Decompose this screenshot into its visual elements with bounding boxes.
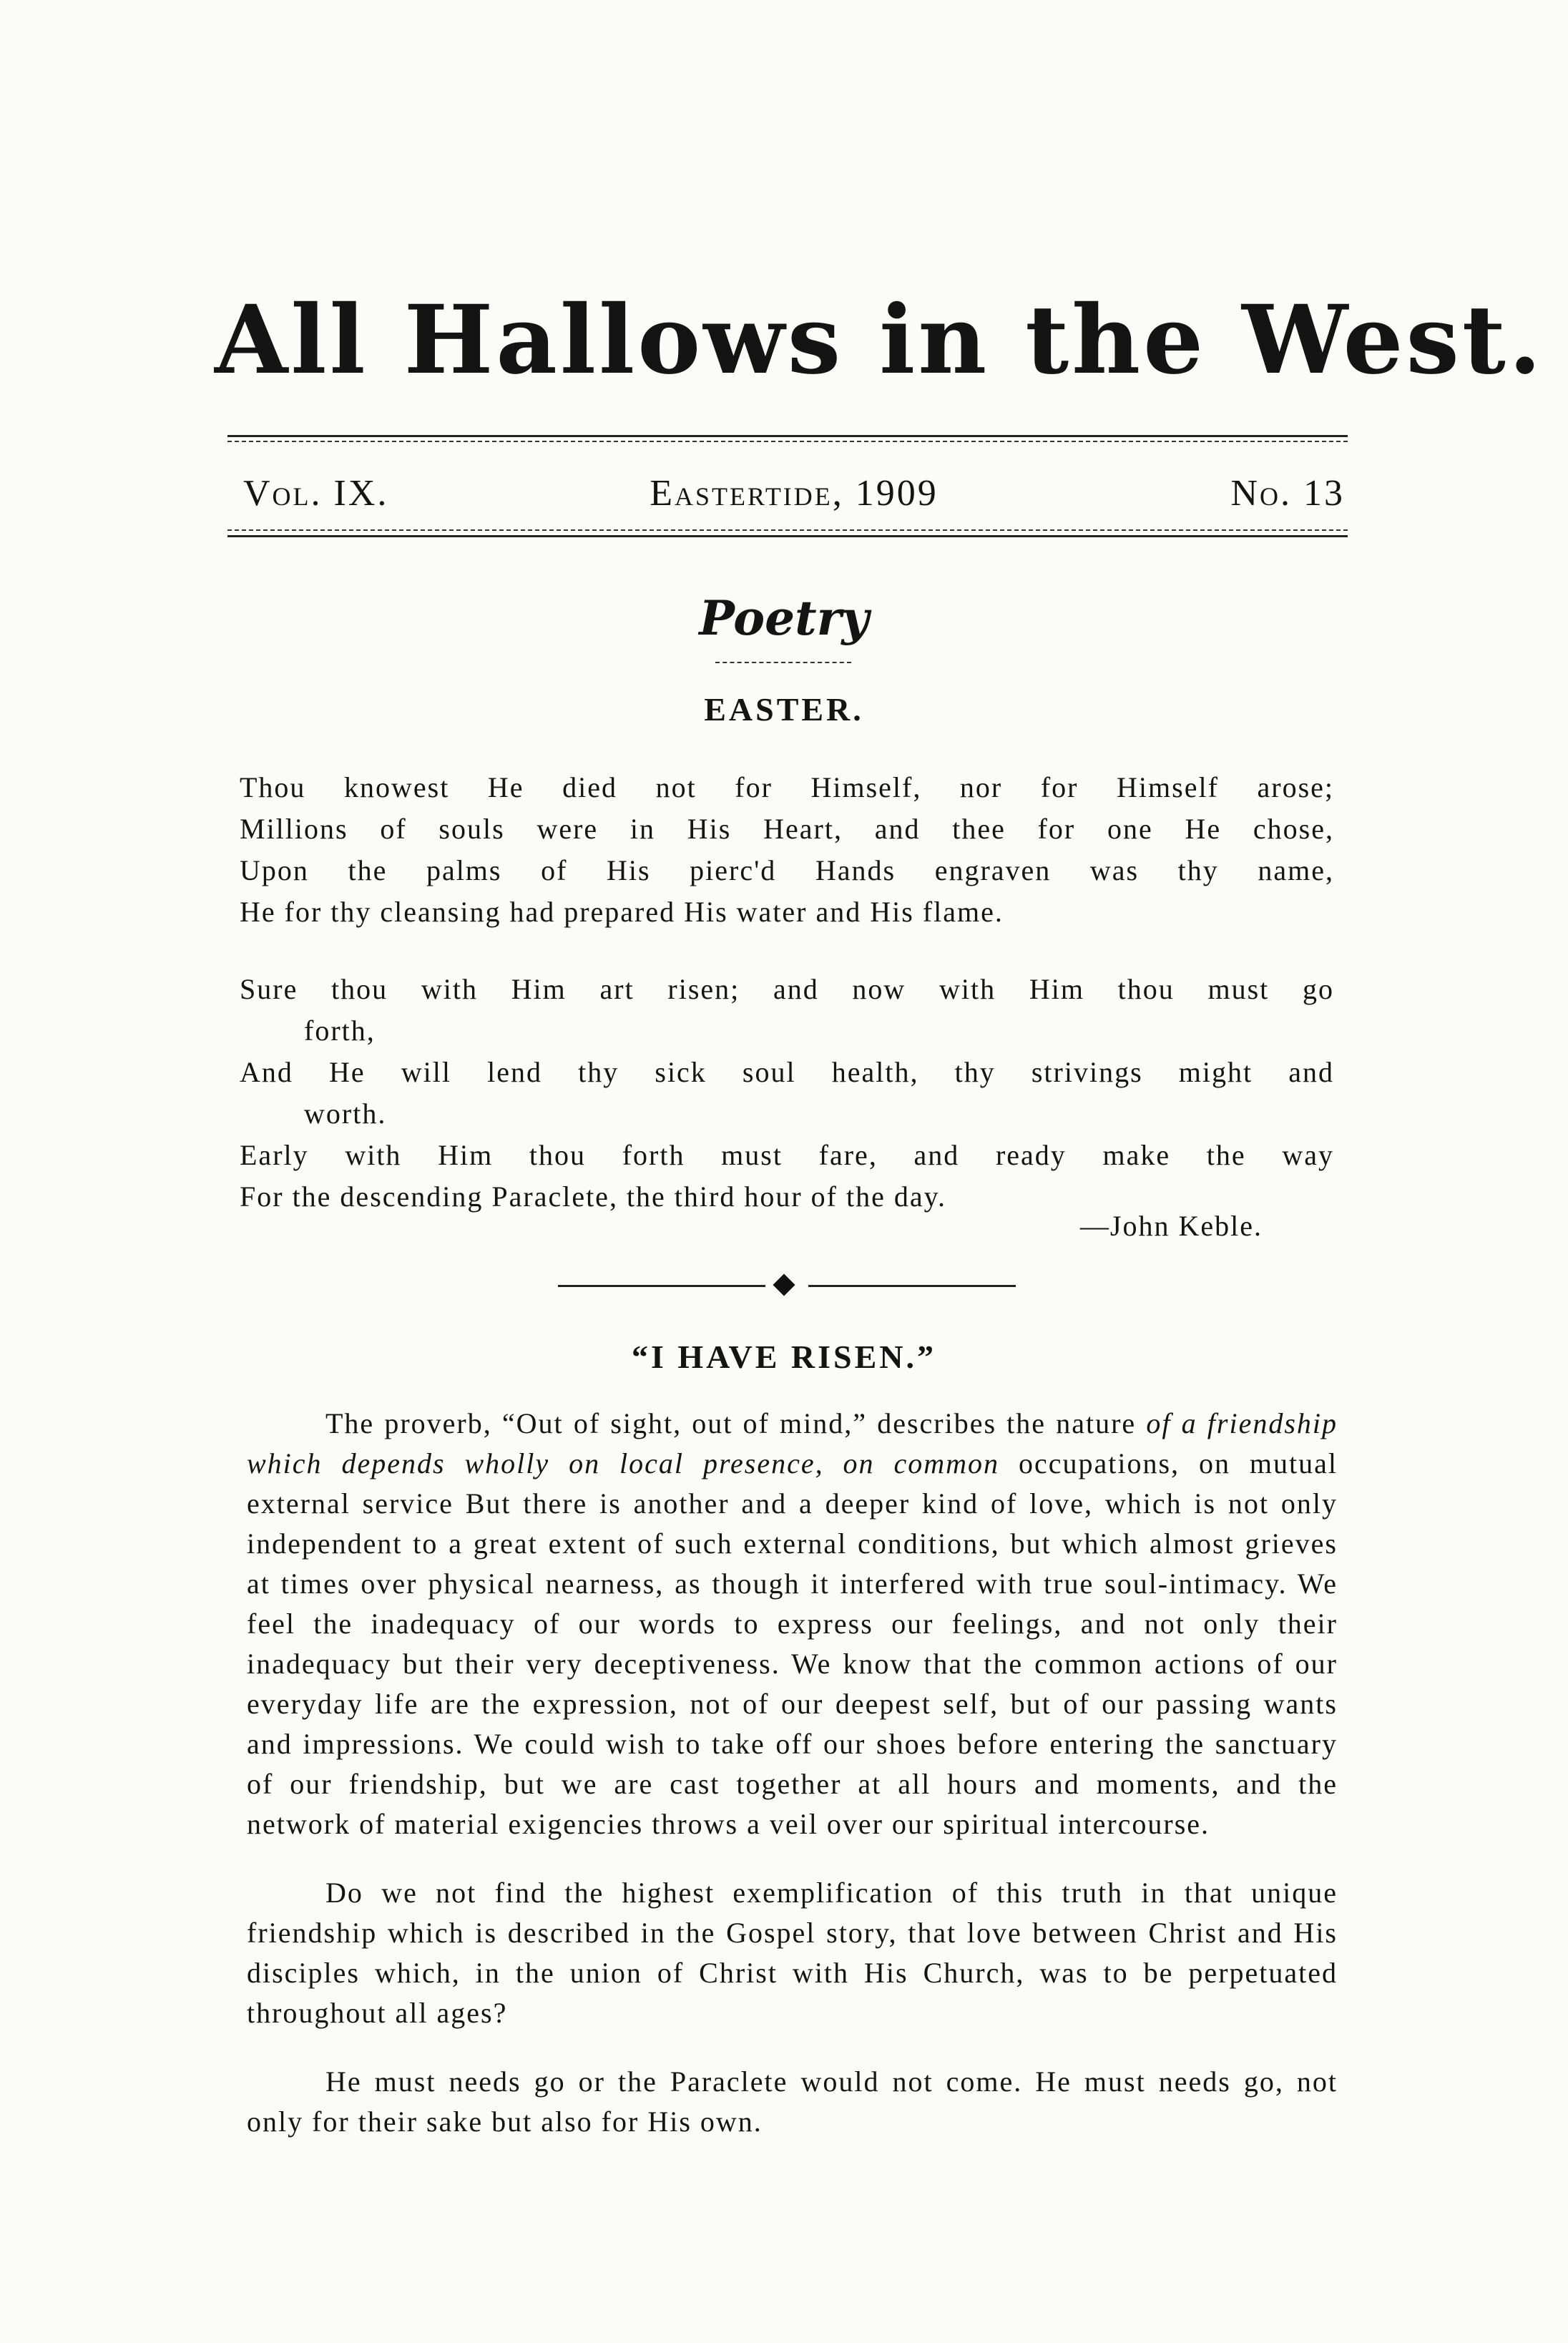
issue-number: No. 13 bbox=[1230, 473, 1345, 514]
poem-line: Thou knowest He died not for Himself, nor for Himself arose; bbox=[240, 771, 1334, 803]
poem-line: Upon the palms of His pierc'd Hands engraven was thy name, bbox=[240, 854, 1334, 886]
section-divider bbox=[715, 662, 851, 663]
poem-body bbox=[240, 767, 1334, 1218]
poem-line: worth. bbox=[304, 1097, 387, 1130]
section-heading: Poetry bbox=[699, 590, 869, 646]
poem-line: Sure thou with Him art risen; and now with Him thou must go bbox=[240, 973, 1334, 1005]
poem-line: Millions of souls were in His Heart, and thee for one He chose, bbox=[240, 813, 1334, 845]
volume-label: Vol. IX. bbox=[243, 473, 389, 514]
poem-line: For the descending Paraclete, the third hour of the day. bbox=[240, 1180, 947, 1213]
paragraph-lead: The proverb, “Out of sight, out of mind,” describes the nature bbox=[325, 1407, 1137, 1439]
article-paragraph: Do we not find the highest exemplification of this truth in that unique friendship which is described in the Gospel story, that love between Christ and His disciples which, in the union of Christ with His Church, was to be perpetuated throughout all ages? bbox=[247, 1877, 1338, 2029]
article-paragraph bbox=[247, 1404, 1338, 1844]
masthead-rule-top bbox=[227, 435, 1348, 445]
masthead-title: All Hallows in the West. bbox=[215, 285, 1544, 396]
masthead-rule-bottom bbox=[227, 529, 1348, 539]
poem-line: He for thy cleansing had prepared His water and His flame. bbox=[240, 896, 1004, 928]
article-title: “I HAVE RISEN.” bbox=[632, 1339, 936, 1375]
poem-line: Early with Him thou forth must fare, and ready make the way bbox=[240, 1139, 1334, 1171]
diamond-icon bbox=[773, 1273, 795, 1296]
paragraph-italic: of a friendship which depends wholly on local presence, on common bbox=[247, 1407, 1338, 1479]
poem-title: EASTER. bbox=[704, 691, 864, 728]
ornamental-divider bbox=[558, 1277, 1016, 1294]
paragraph-rest: occupations, on mutual external service But there is another and a deeper kind of love, which is not only independent to a great extent of such external conditions, but which almost grieves at times over physical nearness, as though it interfered with true soul-intimacy. We feel the inadequacy of our words to express our feelings, and not only their inadequacy but their very deceptiveness. We know that the common actions of our everyday life are the expression, not of our deepest self, but of our passing wants and impressions. We could wish to take off our shoes before entering the sanctuary of our friendship, but we are cast together at all hours and moments, and the network of material exigencies throws a veil over our spiritual intercourse. bbox=[247, 1447, 1338, 1840]
issue-date: Eastertide, 1909 bbox=[650, 473, 939, 514]
poem-line: forth, bbox=[304, 1014, 376, 1047]
poem-author: —John Keble. bbox=[1079, 1210, 1263, 1242]
poem-line: And He will lend thy sick soul health, thy strivings might and bbox=[240, 1056, 1334, 1088]
article-paragraph: He must needs go or the Paraclete would not come. He must needs go, not only for their sake but also for His own. bbox=[247, 2065, 1338, 2138]
article-body bbox=[247, 1404, 1338, 2142]
